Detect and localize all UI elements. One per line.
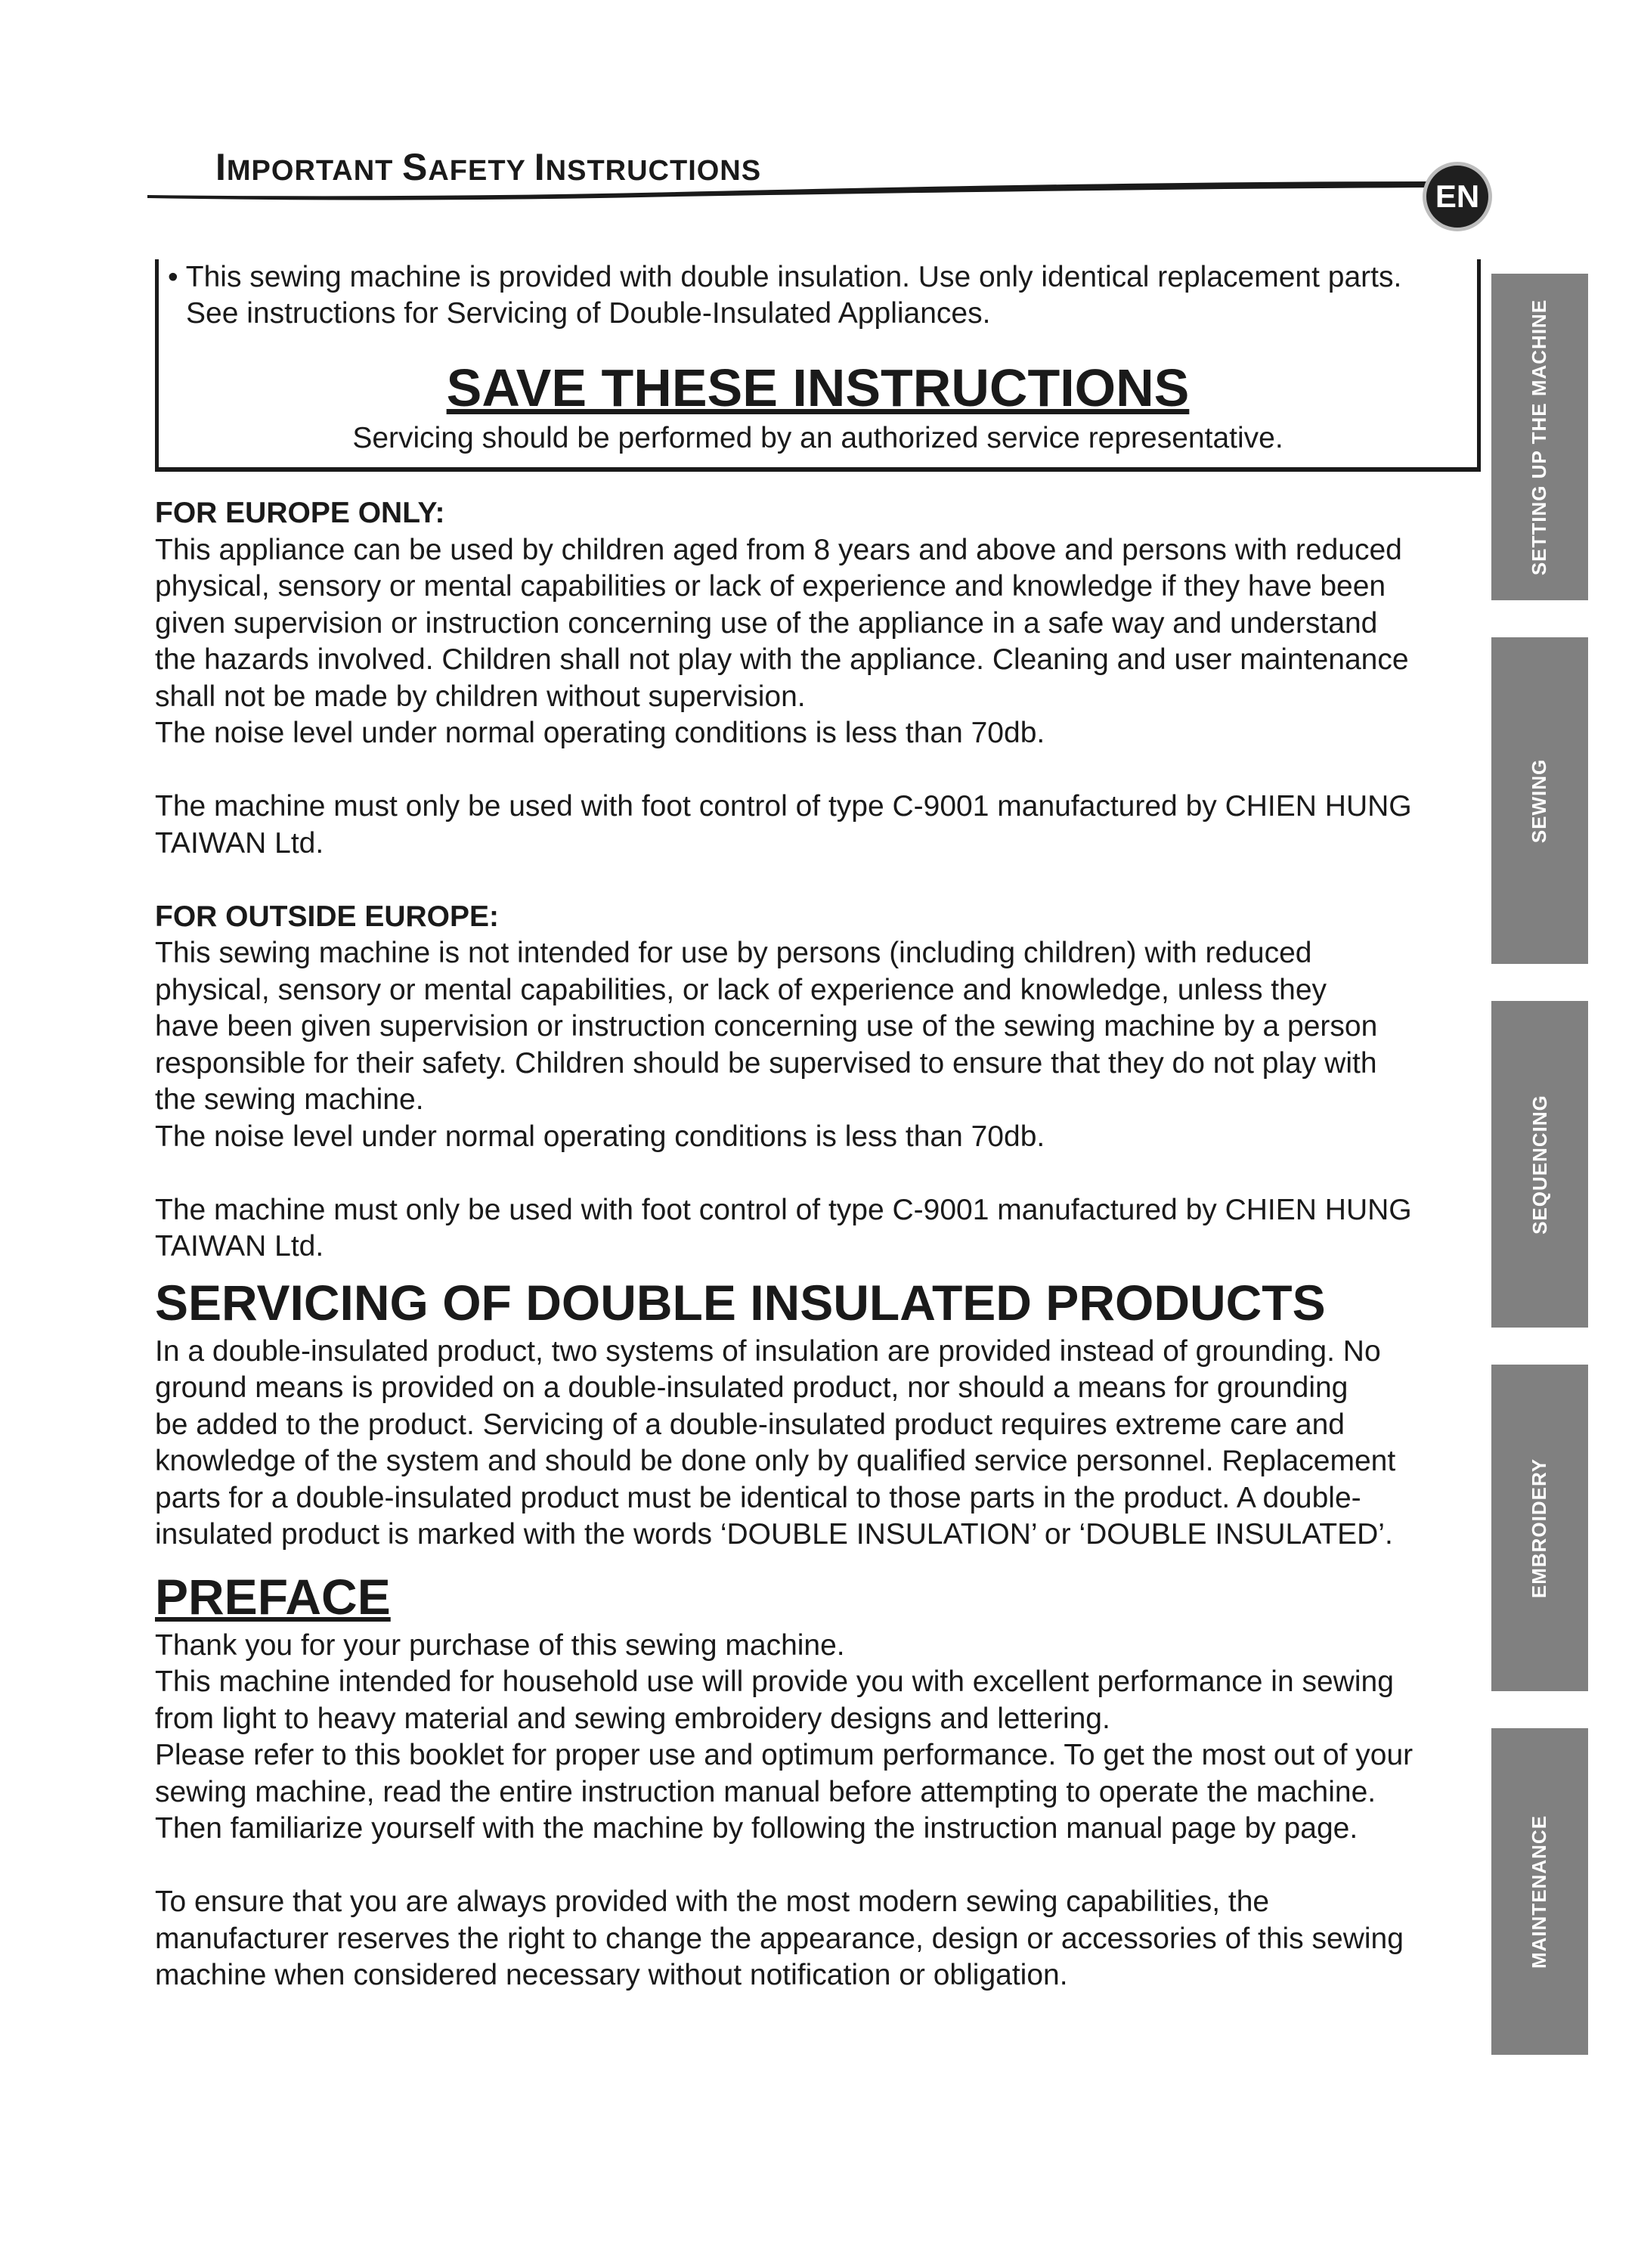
text-line: ground means is provided on a double-insulated product, nor should a means for grounding [155,1371,1348,1404]
text-line: The noise level under normal operating conditions is less than 70db. [155,1120,1045,1153]
text-line: knowledge of the system and should be done only by qualified service personnel. Replacement [155,1445,1396,1477]
text-line: the hazards involved. Children shall not play with the appliance. Cleaning and user maintenance [155,643,1409,676]
tab-sequencing[interactable]: SEQUENCING [1491,1001,1588,1328]
text-line: parts for a double-insulated product must be identical to those parts in the product. A double- [155,1481,1361,1514]
save-instructions-title: SAVE THESE INSTRUCTIONS [446,358,1190,417]
title-part: SAFETY [401,146,534,188]
text-line: from light to heavy material and sewing embroidery designs and lettering. [155,1702,1110,1735]
text-line: machine when considered necessary without notification or obligation. [155,1959,1068,1991]
text-line: physical, sensory or mental capabilities, or lack of experience and knowledge, unless they [155,973,1327,1006]
tab-maintenance[interactable]: MAINTENANCE [1491,1728,1588,2055]
notice-box [155,259,1481,472]
title-part: INSTRUCTIONS [534,146,762,188]
text-line: TAIWAN Ltd. [155,826,324,860]
text-line: TAIWAN Ltd. [155,1230,324,1263]
section-label-europe: FOR EUROPE ONLY: [155,497,445,529]
title-part: IMPORTANT [215,146,402,188]
text-line: The machine must only be used with foot control of type C-9001 manufactured by CHIEN HUNG [155,1193,1412,1226]
notice-bullet-line: • This sewing machine is provided with double insulation. Use only identical replacement parts. [168,261,1402,293]
text-line: Please refer to this booklet for proper use and optimum performance. To get the most out of your [155,1739,1414,1771]
text-line: Thank you for your purchase of this sewing machine. [155,1628,845,1662]
tab-sewing[interactable]: SEWING [1491,637,1588,964]
text-line: To ensure that you are always provided with the most modern sewing capabilities, the [155,1885,1270,1918]
save-instructions-subtitle: Servicing should be performed by an authorized service representative. [352,422,1283,454]
text-line: sewing machine, read the entire instruction manual before attempting to operate the machine. [155,1775,1376,1808]
text-line: physical, sensory or mental capabilities or lack of experience and knowledge if they have been [155,570,1386,603]
main-content [155,495,1474,1994]
tab-setting-up-the-machine[interactable]: SETTING UP THE MACHINE [1491,274,1588,600]
preface-heading: PREFACE [155,1568,391,1625]
text-line: shall not be made by children without supervision. [155,680,806,713]
servicing-heading: SERVICING OF DOUBLE INSULATED PRODUCTS [155,1274,1326,1331]
header-swoosh [147,159,1508,227]
tab-embroidery[interactable]: EMBROIDERY [1491,1365,1588,1691]
text-line: be added to the product. Servicing of a double-insulated product requires extreme care and [155,1408,1345,1441]
section-label-outside-europe: FOR OUTSIDE EUROPE: [155,900,500,933]
text-line: manufacturer reserves the right to change the appearance, design or accessories of this sewing [155,1922,1404,1955]
notice-bullet-line: See instructions for Servicing of Double-Insulated Appliances. [186,297,991,330]
text-line: responsible for their safety. Children should be supervised to ensure that they do not play with [155,1046,1377,1080]
text-line: This machine intended for household use will provide you with excellent performance in sewing [155,1665,1394,1698]
text-line: insulated product is marked with the words ‘DOUBLE INSULATION’ or ‘DOUBLE INSULATED’. [155,1518,1393,1551]
text-line: given supervision or instruction concerning use of the appliance in a safe way and understand [155,606,1378,640]
text-line: the sewing machine. [155,1083,424,1116]
language-badge: EN [1423,162,1492,231]
text-line: Then familiarize yourself with the machine by following the instruction manual page by page. [155,1812,1358,1845]
text-line: have been given supervision or instruction concerning use of the sewing machine by a person [155,1010,1378,1043]
text-line: The machine must only be used with foot control of type C-9001 manufactured by CHIEN HUNG [155,790,1412,823]
text-line: The noise level under normal operating conditions is less than 70db. [155,717,1045,749]
text-line: In a double-insulated product, two systems of insulation are provided instead of grounding. No [155,1334,1381,1368]
text-line: This sewing machine is not intended for use by persons (including children) with reduced [155,937,1312,969]
text-line: This appliance can be used by children aged from 8 years and above and persons with reduced [155,533,1402,566]
